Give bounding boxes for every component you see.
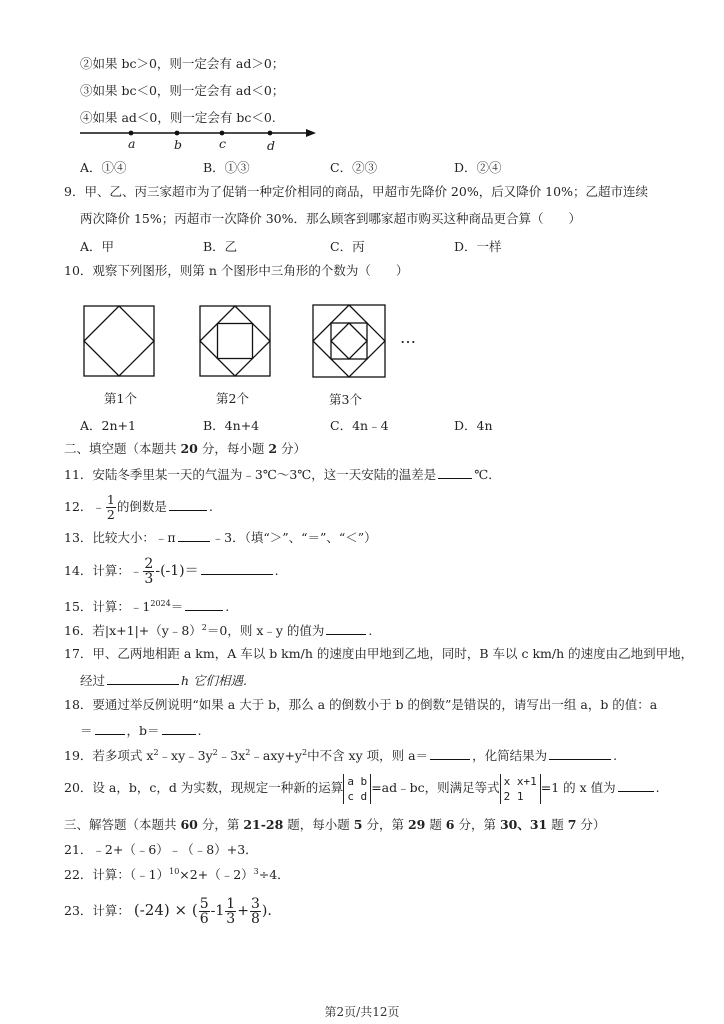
q18-b-blank[interactable]: [162, 722, 196, 735]
q8-option-c: C．②③: [330, 160, 378, 175]
q19-result-blank[interactable]: [549, 747, 611, 760]
q10-option-c: C．4n﹣4: [330, 418, 389, 433]
q9-text-line1: 9．甲、乙、丙三家超市为了促销一种定价相同的商品，甲超市先降价 20%，后又降价 10%；乙超市连续: [64, 184, 648, 199]
figure-label-1: 第1个: [104, 391, 137, 406]
figure-2: [199, 305, 271, 377]
number-line: [80, 126, 320, 154]
q10-option-b: B．4n+4: [203, 418, 260, 433]
q18-a-blank[interactable]: [95, 722, 125, 735]
q17-line2: 经过 h 它们相遇.: [80, 673, 248, 688]
q10-option-a: A．2n+1: [80, 418, 136, 433]
q9-option-d: D．一样: [454, 239, 502, 254]
q15: 15．计算：$﹣1^{2024}=$ .: [64, 598, 230, 614]
figure-label-2: 第2个: [216, 391, 249, 406]
q18-line2: ＝ ，b＝ .: [80, 723, 202, 738]
q20: 20．设 a，b，c，d 为实数，现规定一种新的运算 a b c d =ad﹣bc，则满足等式 x x+1 2 1 =1 的 x 值为 .: [64, 774, 660, 803]
q14-answer-blank[interactable]: [201, 562, 273, 575]
q20-answer-blank[interactable]: [618, 779, 654, 792]
numberline-label-c: c: [219, 136, 227, 151]
point-a: [129, 131, 134, 136]
q9-text-line2: 两次降价 15%；丙超市一次降价 30%．那么顾客到哪家超市购买这种商品更合算（ ）: [80, 211, 582, 226]
q8-option-a: A．①④: [80, 160, 127, 175]
q13-answer-blank[interactable]: [178, 529, 210, 542]
q18-line1: 18．要通过举反例说明“如果 a 大于 b，那么 a 的倒数小于 b 的倒数”是错误的，请写出一组 a，b 的值：a: [64, 697, 658, 712]
q8-statement-4: ④如果 ad＜0，则一定会有 bc＜0.: [80, 110, 276, 125]
section-3-heading: 三、解答题（本题共 60 分，第 21-28 题，每小题 5 分，第 29 题 6 分，第 30、31 题 7 分）: [64, 817, 606, 832]
point-d: [268, 131, 273, 136]
figure-ellipsis: …: [400, 328, 417, 347]
figure-3: [312, 304, 386, 378]
numberline-label-d: d: [267, 138, 276, 153]
q12-answer-blank[interactable]: [169, 498, 207, 511]
q16-answer-blank[interactable]: [326, 622, 366, 635]
q22: 22．计算：（﹣1）$^{10}$×2+（﹣2）$^3$÷4．: [64, 866, 290, 882]
determinant-equation: x x+1 2 1: [500, 774, 541, 804]
q14: 14．计算：﹣ $\frac{2}{3}$ -(-1)＝ .: [64, 556, 279, 587]
point-c: [220, 131, 225, 136]
q11: 11．安陆冬季里某一天的气温为﹣3℃～3℃，这一天安陆的温差是 ℃．: [64, 467, 501, 482]
q11-answer-blank[interactable]: [438, 466, 472, 479]
q10-option-d: D．4n: [454, 418, 493, 433]
determinant-definition: a b c d: [343, 774, 371, 804]
section-2-heading: 二、填空题（本题共 20 分，每小题 2 分）: [64, 441, 307, 456]
q9-option-a: A．甲: [80, 239, 115, 254]
page-number-footer: 第2页/共12页: [324, 1005, 400, 1019]
q16: 16．若|x+1|+（y﹣8）$^2$＝0，则 x﹣y 的值为 .: [64, 622, 373, 638]
q9-option-c: C．丙: [330, 239, 365, 254]
numberline-label-a: a: [128, 136, 136, 151]
q8-option-b: B．①③: [203, 160, 250, 175]
figure-label-3: 第3个: [329, 392, 362, 407]
q19: 19．若多项式 $x^2﹣xy﹣3y^2﹣3x^2﹣axy+y^2$中不含 xy 项，则 a＝ ，化简结果为 .: [64, 747, 618, 763]
q10-text: 10．观察下列图形，则第 n 个图形中三角形的个数为（ ）: [64, 263, 409, 278]
q17-answer-blank[interactable]: [107, 672, 179, 685]
q8-statement-2: ②如果 bc＞0，则一定会有 ad＞0；: [80, 56, 285, 71]
q19-a-blank[interactable]: [430, 747, 470, 760]
q13: 13．比较大小：﹣π ﹣3．（填“＞”、“＝”、“＜”）: [64, 530, 377, 545]
q12: 12．﹣ $\frac{1}{2}$ 的倒数是 .: [64, 492, 213, 522]
point-b: [175, 131, 180, 136]
q8-option-d: D．②④: [454, 160, 502, 175]
figure-1: [83, 305, 155, 377]
q21: 21．﹣2+（﹣6）﹣（﹣8）+3．: [64, 842, 258, 857]
q9-option-b: B．乙: [203, 239, 238, 254]
q15-answer-blank[interactable]: [185, 598, 223, 611]
q23: 23．计算： (-24) × ( $\frac{5}{6}$ -1 $\frac{1}{3}$ + $\frac{3}{8}$ ).: [64, 896, 272, 927]
q8-statement-3: ③如果 bc＜0，则一定会有 ad＜0；: [80, 83, 285, 98]
q17-line1: 17．甲、乙两地相距 a km，A 车以 b km/h 的速度由甲地到乙地，同时，B 车以 c km/h 的速度由乙地到甲地，: [64, 646, 694, 661]
numberline-label-b: b: [174, 137, 183, 152]
